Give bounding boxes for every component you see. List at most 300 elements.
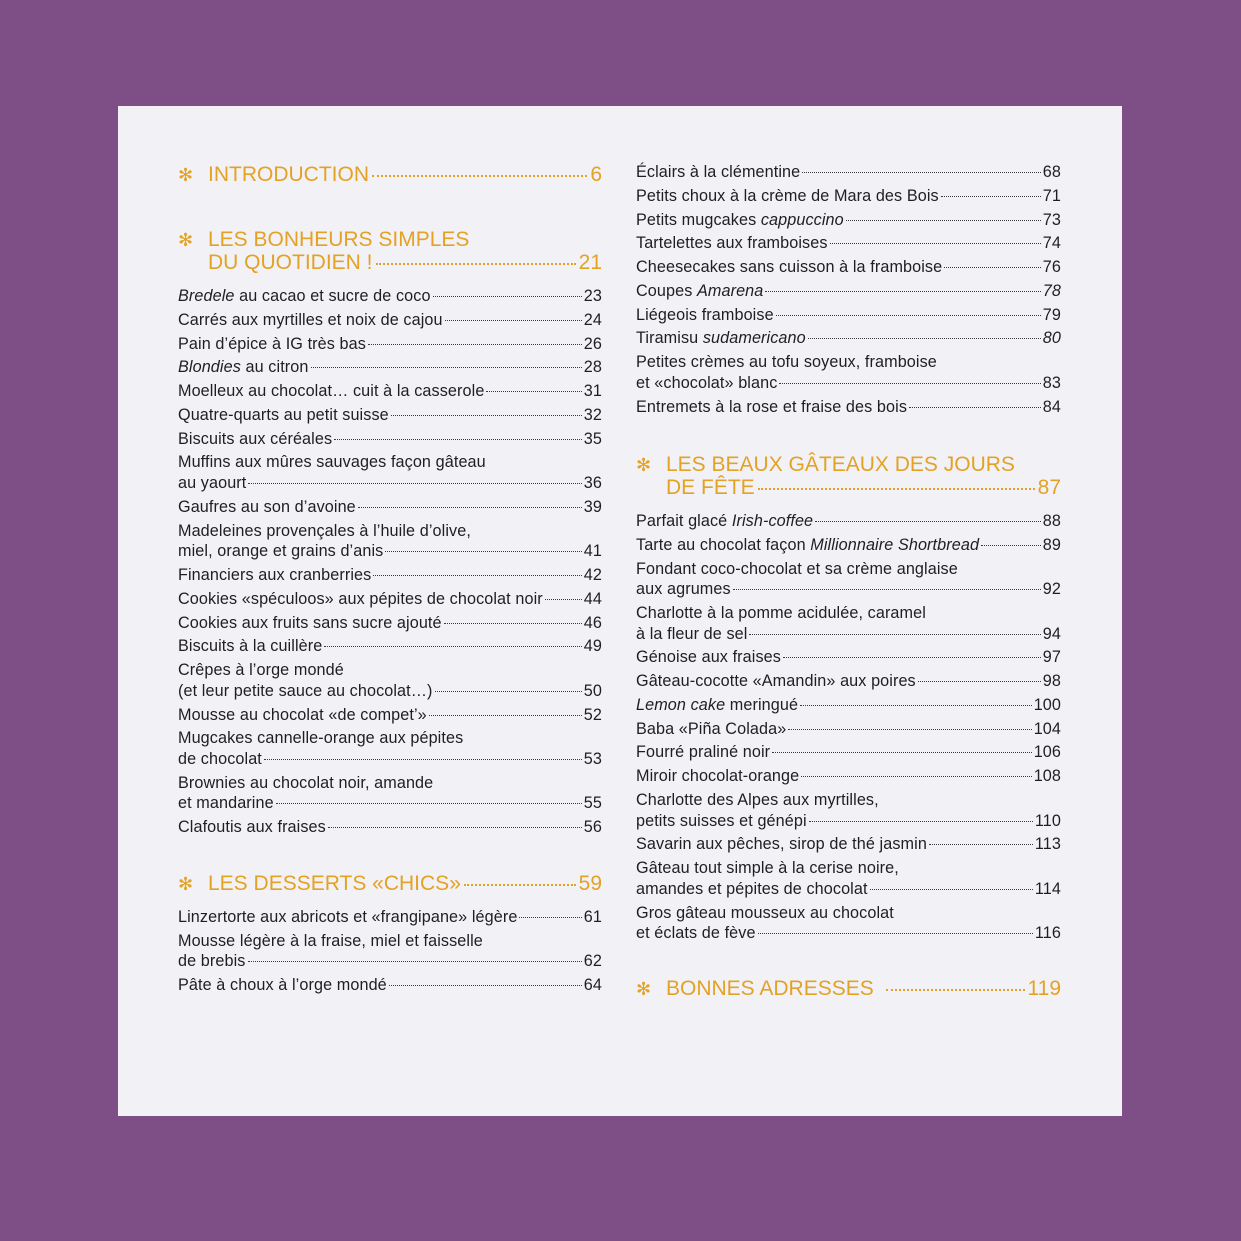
dot-leader (445, 320, 582, 321)
toc-entry-title-text: de brebis (178, 952, 246, 971)
toc-entry-line (636, 535, 1061, 556)
toc-entry-line (636, 210, 1061, 231)
dot-leader (328, 827, 582, 828)
toc-entry-line (636, 397, 1061, 418)
toc-entry-title (636, 397, 907, 418)
toc-entry[interactable] (636, 397, 1061, 418)
dot-leader (444, 623, 582, 624)
dot-leader (776, 315, 1041, 316)
dot-leader (264, 759, 582, 760)
toc-entry-title-italic: Amarena (697, 281, 764, 300)
toc-entry-line (178, 405, 602, 426)
toc-entry-line (636, 811, 1061, 832)
toc-entry-title (636, 535, 979, 556)
toc-entry[interactable] (178, 357, 602, 378)
dot-leader (779, 383, 1040, 384)
toc-entry[interactable] (178, 817, 602, 838)
section-title[interactable] (178, 228, 602, 274)
toc-entry-title-text: Madeleines provençales à l’huile d’olive, (178, 521, 471, 540)
toc-page-number: 100 (1033, 695, 1061, 714)
dot-leader (802, 172, 1041, 173)
toc-entry[interactable] (178, 613, 602, 634)
toc-entry[interactable] (636, 671, 1061, 692)
toc-entry-title-italic: Millionnaire Shortbread (810, 535, 980, 554)
toc-page-number: 98 (1042, 672, 1061, 691)
toc-entry-title-text: Carrés aux myrtilles et noix de cajou (178, 310, 443, 329)
toc-entry-title (636, 879, 868, 900)
toc-entry[interactable] (178, 705, 602, 726)
toc-page-number: 61 (583, 908, 602, 926)
toc-entry[interactable] (178, 521, 602, 562)
section-title-line: LES BONHEURS SIMPLES (208, 228, 470, 251)
toc-entry-title-text: (et leur petite sauce au chocolat…) (178, 681, 433, 700)
section-bonnes-adresses (636, 977, 1061, 1000)
toc-entry-line (636, 579, 1061, 600)
toc-entry-title (178, 310, 443, 331)
toc-entry[interactable] (178, 728, 602, 769)
toc-entry-line (178, 473, 602, 494)
toc-entry[interactable] (178, 589, 602, 610)
toc-entry-line (636, 858, 1061, 879)
toc-entry-line (636, 647, 1061, 668)
dot-leader (758, 488, 1035, 490)
toc-entry-line (636, 352, 1061, 373)
toc-entry-line (178, 907, 602, 928)
toc-entry-title-text: Biscuits à la cuillère (178, 637, 323, 656)
toc-entry-title-text: Brownies au chocolat noir, amande (178, 773, 434, 792)
toc-entry-title (178, 497, 356, 518)
toc-entry[interactable] (636, 903, 1061, 944)
toc-page-number: 26 (583, 334, 602, 353)
toc-entry-line (178, 286, 602, 307)
toc-entry[interactable] (178, 405, 602, 426)
toc-entry-title (178, 931, 483, 952)
toc-page-number: 113 (1034, 835, 1061, 854)
dot-leader (809, 821, 1033, 822)
dot-leader (433, 296, 582, 297)
toc-entry-title-text: Quatre-quarts au petit suisse (178, 405, 389, 424)
toc-entry-title-text: Gaufres au son d’avoine (178, 497, 356, 516)
toc-entry-title-text: Gros gâteau mousseux au chocolat (636, 903, 894, 922)
toc-page-number: 108 (1033, 767, 1061, 786)
toc-page (118, 106, 1122, 1116)
toc-entry-title (636, 328, 806, 349)
section-title-text: LES DESSERTS «CHICS» (208, 872, 461, 895)
toc-entry[interactable] (636, 328, 1061, 349)
toc-entry-line (178, 749, 602, 770)
toc-entry-title-text: Pain d’épice à IG très bas (178, 334, 366, 353)
toc-entry-line (636, 233, 1061, 254)
toc-entry-line (636, 373, 1061, 394)
toc-entry[interactable] (636, 511, 1061, 532)
toc-entry-line (636, 719, 1061, 740)
toc-entry-title (636, 742, 770, 763)
toc-page-number: 23 (583, 287, 602, 305)
toc-page-number: 46 (583, 613, 602, 632)
toc-entry-title-text: miel, orange et grains d’anis (178, 542, 384, 561)
toc-entry[interactable] (178, 334, 602, 355)
toc-page-number: 68 (1042, 163, 1061, 181)
toc-page-number: 116 (1034, 924, 1061, 943)
dot-leader (311, 367, 582, 368)
toc-entry-line (636, 186, 1061, 207)
toc-page-number: 42 (583, 566, 602, 584)
asterisk-flower-icon: ✻ (636, 455, 652, 475)
toc-entry[interactable] (636, 210, 1061, 231)
asterisk-flower-icon: ✻ (178, 165, 194, 185)
toc-entry-title (636, 233, 828, 254)
dot-leader (358, 507, 582, 508)
toc-entry-line (178, 793, 602, 814)
dot-leader (846, 220, 1041, 221)
toc-entry-title-text: Fondant coco-chocolat et sa crème anglaise (636, 559, 958, 578)
toc-entry[interactable] (636, 719, 1061, 740)
toc-entry-title-text: Mousse légère à la fraise, miel et faisselle (178, 931, 483, 950)
toc-entry-title-text: Gâteau tout simple à la cerise noire, (636, 859, 899, 878)
toc-entry-title (178, 521, 471, 542)
toc-page-number: 49 (583, 637, 602, 656)
toc-page-number: 89 (1042, 535, 1061, 554)
toc-entry[interactable] (178, 565, 602, 586)
section-title-line: DU QUOTIDIEN ! (208, 251, 373, 274)
dot-leader (464, 884, 576, 886)
section-introduction (178, 163, 602, 186)
toc-entry-title-text: Linzertorte aux abricots et «frangipane» légère (178, 908, 518, 926)
dot-leader (376, 263, 576, 265)
toc-entry-title-italic: cappuccino (760, 210, 844, 229)
toc-entry-line (178, 931, 602, 952)
toc-entry-title-text: au citron (240, 358, 309, 377)
toc-page-number: 104 (1033, 719, 1061, 738)
toc-entry[interactable] (178, 497, 602, 518)
toc-entry-title-italic: Blondies (178, 358, 241, 377)
toc-entry-title-text: Tarte au chocolat façon (636, 535, 811, 554)
toc-entry-title-text: Tartelettes aux framboises (636, 234, 828, 253)
toc-page-number: 52 (583, 705, 602, 724)
toc-entry-title-text: aux agrumes (636, 580, 731, 599)
toc-entry-line (636, 603, 1061, 624)
toc-page-number: 64 (583, 976, 602, 995)
toc-entry[interactable] (178, 310, 602, 331)
dot-leader (334, 439, 582, 440)
toc-entry-title (636, 603, 926, 624)
section-title-text: INTRODUCTION (208, 163, 369, 186)
dot-leader (733, 589, 1041, 590)
toc-entry-title-text: et «chocolat» blanc (636, 373, 778, 392)
toc-entry-line (636, 624, 1061, 645)
toc-entry[interactable] (178, 773, 602, 814)
toc-entry-line (178, 951, 602, 972)
toc-entry[interactable] (178, 286, 602, 307)
toc-page-number: 62 (583, 952, 602, 971)
toc-page-number: 28 (583, 358, 602, 377)
dot-leader (435, 691, 582, 692)
toc-entry-title-italic: Bredele (178, 287, 235, 305)
toc-entry-line (178, 541, 602, 562)
toc-entry-title-text: et mandarine (178, 794, 274, 813)
toc-entry-title-text: Miroir chocolat-orange (636, 767, 800, 786)
toc-entry-title-text: au cacao et sucre de coco (234, 287, 431, 305)
toc-entry-title (178, 681, 433, 702)
dot-leader (248, 961, 582, 962)
toc-entry[interactable] (636, 352, 1061, 393)
section-page-number: 87 (1037, 476, 1061, 499)
toc-entry-line (636, 511, 1061, 532)
toc-page-number: 79 (1042, 305, 1061, 324)
toc-entry-title-text: Muffins aux mûres sauvages façon gâteau (178, 453, 486, 472)
toc-entry-title (178, 541, 383, 562)
toc-entry-line (636, 671, 1061, 692)
section-title[interactable] (636, 977, 1061, 1000)
section-title[interactable] (636, 453, 1061, 499)
toc-page-number: 97 (1042, 648, 1061, 667)
dot-leader (749, 634, 1040, 635)
toc-entry-line (636, 903, 1061, 924)
toc-entry[interactable] (178, 381, 602, 402)
toc-page-number: 24 (583, 310, 602, 329)
toc-page-number: 55 (583, 794, 602, 813)
section-page-number: 21 (578, 251, 602, 274)
toc-entry-title-text: Moelleux au chocolat… cuit à la casserole (178, 382, 485, 401)
toc-entry-line (178, 497, 602, 518)
toc-entry-title-text: Charlotte à la pomme acidulée, caramel (636, 603, 926, 622)
toc-page-number: 36 (583, 474, 602, 493)
toc-entry-title (178, 473, 246, 494)
toc-entry[interactable] (636, 834, 1061, 855)
toc-entry[interactable] (178, 975, 602, 996)
toc-entry[interactable] (636, 162, 1061, 183)
toc-entry-title (178, 589, 543, 610)
toc-entry-title (178, 728, 463, 749)
entry-list (178, 286, 602, 838)
toc-entry[interactable] (178, 907, 602, 928)
dot-leader (429, 715, 582, 716)
toc-page-number: 88 (1042, 512, 1061, 530)
toc-entry-title-text: meringué (725, 695, 799, 714)
toc-entry[interactable] (636, 559, 1061, 600)
dot-leader (870, 889, 1033, 890)
toc-entry-line (178, 381, 602, 402)
entry-list (178, 907, 602, 996)
toc-page-number: 31 (583, 382, 602, 401)
toc-entry-title-text: Fourré praliné noir (636, 743, 771, 762)
asterisk-flower-icon: ✻ (178, 874, 194, 894)
toc-entry-line (178, 636, 602, 657)
toc-entry-title-text: Petits mugcakes (636, 210, 761, 229)
toc-entry[interactable] (636, 603, 1061, 644)
dot-leader (248, 483, 581, 484)
toc-entry[interactable] (636, 647, 1061, 668)
toc-entry[interactable] (636, 790, 1061, 831)
toc-page-number: 50 (583, 681, 602, 700)
asterisk-flower-icon: ✻ (636, 979, 652, 999)
dot-leader (815, 521, 1041, 522)
toc-entry[interactable] (636, 233, 1061, 254)
toc-entry-title (636, 186, 939, 207)
toc-entry-line (636, 695, 1061, 716)
toc-entry-title-text: Cookies «spéculoos» aux pépites de chocolat noir (178, 589, 543, 608)
toc-entry-title-text: Parfait glacé (636, 512, 732, 530)
toc-page-number: 53 (583, 749, 602, 768)
dot-leader (519, 917, 581, 918)
toc-page-number: 80 (1042, 329, 1061, 348)
toc-entry-title (178, 636, 322, 657)
toc-entry-title (178, 773, 433, 794)
toc-entry-title (178, 565, 371, 586)
toc-entry-title-text: Éclairs à la clémentine (636, 163, 801, 181)
section-title[interactable] (178, 163, 602, 186)
toc-entry-title (178, 405, 389, 426)
toc-entry-title (178, 793, 274, 814)
toc-entry-title (178, 907, 517, 928)
section-beaux-gateaux (636, 453, 1061, 944)
toc-entry-title-text: Financiers aux cranberries (178, 566, 372, 584)
toc-entry-title (636, 281, 763, 302)
toc-entry-title-text: Clafoutis aux fraises (178, 818, 326, 837)
dot-leader (772, 752, 1032, 753)
toc-entry[interactable] (178, 931, 602, 972)
dot-leader (944, 267, 1041, 268)
toc-entry-title (636, 579, 731, 600)
toc-page-number: 74 (1042, 234, 1061, 253)
toc-entry-title-italic: Irish-coffee (731, 512, 814, 530)
toc-entry[interactable] (178, 636, 602, 657)
toc-entry-title-text: Charlotte des Alpes aux myrtilles, (636, 791, 879, 809)
toc-entry-line (178, 521, 602, 542)
toc-entry-title-text: Entremets à la rose et fraise des bois (636, 397, 908, 416)
dot-leader (929, 844, 1033, 845)
dot-leader (372, 175, 587, 177)
toc-entry-title (636, 790, 879, 811)
toc-entry-title (178, 381, 484, 402)
dot-leader (324, 646, 581, 647)
section-page-number: 59 (578, 872, 602, 895)
toc-entry-line (636, 328, 1061, 349)
toc-page-number: 110 (1034, 811, 1061, 830)
toc-page-number: 78 (1042, 281, 1061, 300)
toc-entry[interactable] (636, 186, 1061, 207)
toc-page-number: 73 (1042, 210, 1061, 229)
dot-leader (800, 705, 1032, 706)
toc-entry-title-text: Cheesecakes sans cuisson à la framboise (636, 258, 943, 277)
toc-page-number: 76 (1042, 258, 1061, 277)
toc-entry-title-text: à la fleur de sel (636, 624, 748, 643)
toc-entry[interactable] (636, 695, 1061, 716)
toc-entry[interactable] (636, 281, 1061, 302)
toc-entry[interactable] (636, 305, 1061, 326)
toc-entry-line (178, 773, 602, 794)
entry-list (636, 511, 1061, 944)
toc-entry-title (636, 695, 798, 716)
toc-page-number: 114 (1034, 879, 1061, 898)
toc-entry-line (178, 705, 602, 726)
toc-entry-title (636, 671, 916, 692)
toc-entry-title (178, 660, 344, 681)
toc-entry-title (178, 334, 366, 355)
toc-entry-line (636, 790, 1061, 811)
toc-entry-line (636, 879, 1061, 900)
toc-entry-title (636, 923, 756, 944)
toc-entry-title (636, 624, 747, 645)
toc-entry-title-text: Pâte à choux à l’orge mondé (178, 976, 387, 995)
section-desserts-chics (178, 872, 602, 996)
toc-entry-title (636, 559, 958, 580)
dot-leader (765, 291, 1040, 292)
toc-entry[interactable] (178, 429, 602, 450)
dot-leader (918, 681, 1041, 682)
toc-entry-title-text: amandes et pépites de chocolat (636, 879, 868, 898)
toc-entry-title (636, 903, 894, 924)
toc-page-number: 106 (1033, 743, 1061, 762)
toc-entry-title (178, 951, 246, 972)
toc-entry-line (178, 681, 602, 702)
dot-leader (801, 776, 1031, 777)
toc-entry-line (178, 728, 602, 749)
toc-entry-title (636, 257, 942, 278)
toc-entry[interactable] (178, 660, 602, 701)
section-continued-entries (636, 162, 1061, 417)
section-title-line: DE FÊTE (666, 476, 755, 499)
toc-entry-title (178, 286, 431, 307)
toc-page-number: 94 (1042, 624, 1061, 643)
toc-page-number: 71 (1042, 186, 1061, 205)
toc-entry-title-text: Mousse au chocolat «de compet’» (178, 705, 427, 724)
toc-entry-title (178, 705, 427, 726)
toc-entry[interactable] (178, 452, 602, 493)
dot-leader (909, 407, 1041, 408)
toc-entry-title-text: Coupes (636, 281, 697, 300)
dot-leader (758, 933, 1033, 934)
toc-entry[interactable] (636, 766, 1061, 787)
dot-leader (368, 344, 582, 345)
toc-entry-line (178, 817, 602, 838)
asterisk-flower-icon: ✻ (178, 230, 194, 250)
dot-leader (783, 657, 1041, 658)
toc-entry-title (636, 811, 807, 832)
section-title-text: BONNES ADRESSES (666, 977, 874, 1000)
toc-entry-title-text: Mugcakes cannelle-orange aux pépites (178, 729, 464, 748)
toc-entry-title (636, 162, 800, 183)
section-title[interactable] (178, 872, 602, 895)
toc-entry-title (178, 429, 332, 450)
dot-leader (385, 551, 581, 552)
toc-page-number: 83 (1042, 373, 1061, 392)
section-title-line: LES BEAUX GÂTEAUX DES JOURS (666, 453, 1015, 476)
dot-leader (886, 989, 1025, 991)
toc-entry-title (178, 613, 442, 634)
toc-entry-line (636, 281, 1061, 302)
toc-entry-title (636, 352, 937, 373)
toc-entry[interactable] (636, 535, 1061, 556)
toc-entry-title-text: Génoise aux fraises (636, 648, 781, 667)
toc-entry-title-text: Tiramisu (636, 329, 703, 348)
toc-entry-title (636, 305, 774, 326)
toc-entry-title-text: Petites crèmes au tofu soyeux, framboise (636, 353, 937, 372)
toc-entry-title-text: au yaourt (178, 474, 247, 493)
toc-entry-title (636, 210, 844, 231)
toc-entry-title (178, 975, 387, 996)
toc-entry[interactable] (636, 858, 1061, 899)
toc-entry-line (636, 766, 1061, 787)
toc-entry-title (636, 511, 813, 532)
toc-entry[interactable] (636, 742, 1061, 763)
toc-entry-line (178, 357, 602, 378)
dot-leader (981, 545, 1041, 546)
toc-entry-title-italic: Lemon cake (636, 695, 726, 714)
toc-entry[interactable] (636, 257, 1061, 278)
toc-entry-title-text: de chocolat (178, 749, 262, 768)
toc-entry-line (178, 975, 602, 996)
